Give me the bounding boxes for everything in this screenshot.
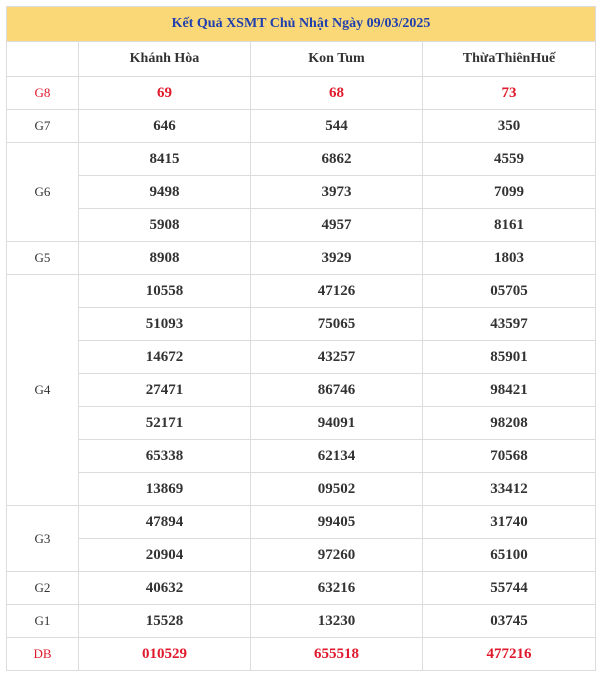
result-number: 03745 [423,605,596,638]
prize-label-g6: G6 [7,143,79,242]
result-number: 1803 [423,242,596,275]
result-number: 20904 [79,539,251,572]
result-number: 10558 [79,275,251,308]
prize-row-g8 [7,77,596,110]
result-number: 94091 [251,407,423,440]
result-number: 8415 [79,143,251,176]
result-number: 4559 [423,143,596,176]
result-number: 43597 [423,308,596,341]
result-number: 010529 [79,638,251,671]
prize-row-g4 [7,440,596,473]
result-number: 655518 [251,638,423,671]
result-number: 27471 [79,374,251,407]
result-number: 70568 [423,440,596,473]
prize-label-g8: G8 [7,77,79,110]
prize-label-g5: G5 [7,242,79,275]
prize-row-g5 [7,242,596,275]
prize-row-g3 [7,539,596,572]
prize-row-g4 [7,308,596,341]
result-number: 6862 [251,143,423,176]
prize-label-g2: G2 [7,572,79,605]
prize-row-g6 [7,143,596,176]
table-title: Kết Quả XSMT Chủ Nhật Ngày 09/03/2025 [7,7,596,42]
result-number: 477216 [423,638,596,671]
province-header-khanh-hoa: Khánh Hòa [79,42,251,77]
result-number: 31740 [423,506,596,539]
result-number: 52171 [79,407,251,440]
prize-row-db [7,638,596,671]
result-number: 47126 [251,275,423,308]
result-number: 3929 [251,242,423,275]
result-number: 69 [79,77,251,110]
result-number: 05705 [423,275,596,308]
prize-row-g4 [7,473,596,506]
prize-label-g7: G7 [7,110,79,143]
prize-label-g4: G4 [7,275,79,506]
result-number: 350 [423,110,596,143]
prize-row-g6 [7,209,596,242]
result-number: 47894 [79,506,251,539]
result-number: 13869 [79,473,251,506]
result-number: 14672 [79,341,251,374]
prize-row-g4 [7,341,596,374]
result-number: 65100 [423,539,596,572]
prize-label-db: DB [7,638,79,671]
result-number: 86746 [251,374,423,407]
result-number: 63216 [251,572,423,605]
prize-row-g4 [7,407,596,440]
province-header-row [7,42,596,77]
prize-row-g4 [7,275,596,308]
result-number: 98421 [423,374,596,407]
results-table [6,6,596,671]
prize-row-g4 [7,374,596,407]
result-number: 62134 [251,440,423,473]
prize-row-g3 [7,506,596,539]
result-number: 75065 [251,308,423,341]
result-number: 97260 [251,539,423,572]
prize-row-g7 [7,110,596,143]
result-number: 646 [79,110,251,143]
result-number: 43257 [251,341,423,374]
result-number: 8908 [79,242,251,275]
result-number: 55744 [423,572,596,605]
prize-header-blank [7,42,79,77]
results-body [7,77,596,671]
prize-label-g3: G3 [7,506,79,572]
result-number: 68 [251,77,423,110]
title-row [7,7,596,42]
result-number: 544 [251,110,423,143]
result-number: 40632 [79,572,251,605]
results-container [6,6,595,671]
result-number: 7099 [423,176,596,209]
result-number: 15528 [79,605,251,638]
province-header-thua-thien-hue: ThừaThiênHuế [423,42,596,77]
result-number: 51093 [79,308,251,341]
result-number: 98208 [423,407,596,440]
result-number: 8161 [423,209,596,242]
result-number: 65338 [79,440,251,473]
result-number: 4957 [251,209,423,242]
prize-row-g2 [7,572,596,605]
prize-row-g6 [7,176,596,209]
result-number: 85901 [423,341,596,374]
result-number: 33412 [423,473,596,506]
province-header-kon-tum: Kon Tum [251,42,423,77]
result-number: 3973 [251,176,423,209]
result-number: 99405 [251,506,423,539]
prize-row-g1 [7,605,596,638]
result-number: 5908 [79,209,251,242]
prize-label-g1: G1 [7,605,79,638]
result-number: 73 [423,77,596,110]
result-number: 13230 [251,605,423,638]
result-number: 09502 [251,473,423,506]
result-number: 9498 [79,176,251,209]
